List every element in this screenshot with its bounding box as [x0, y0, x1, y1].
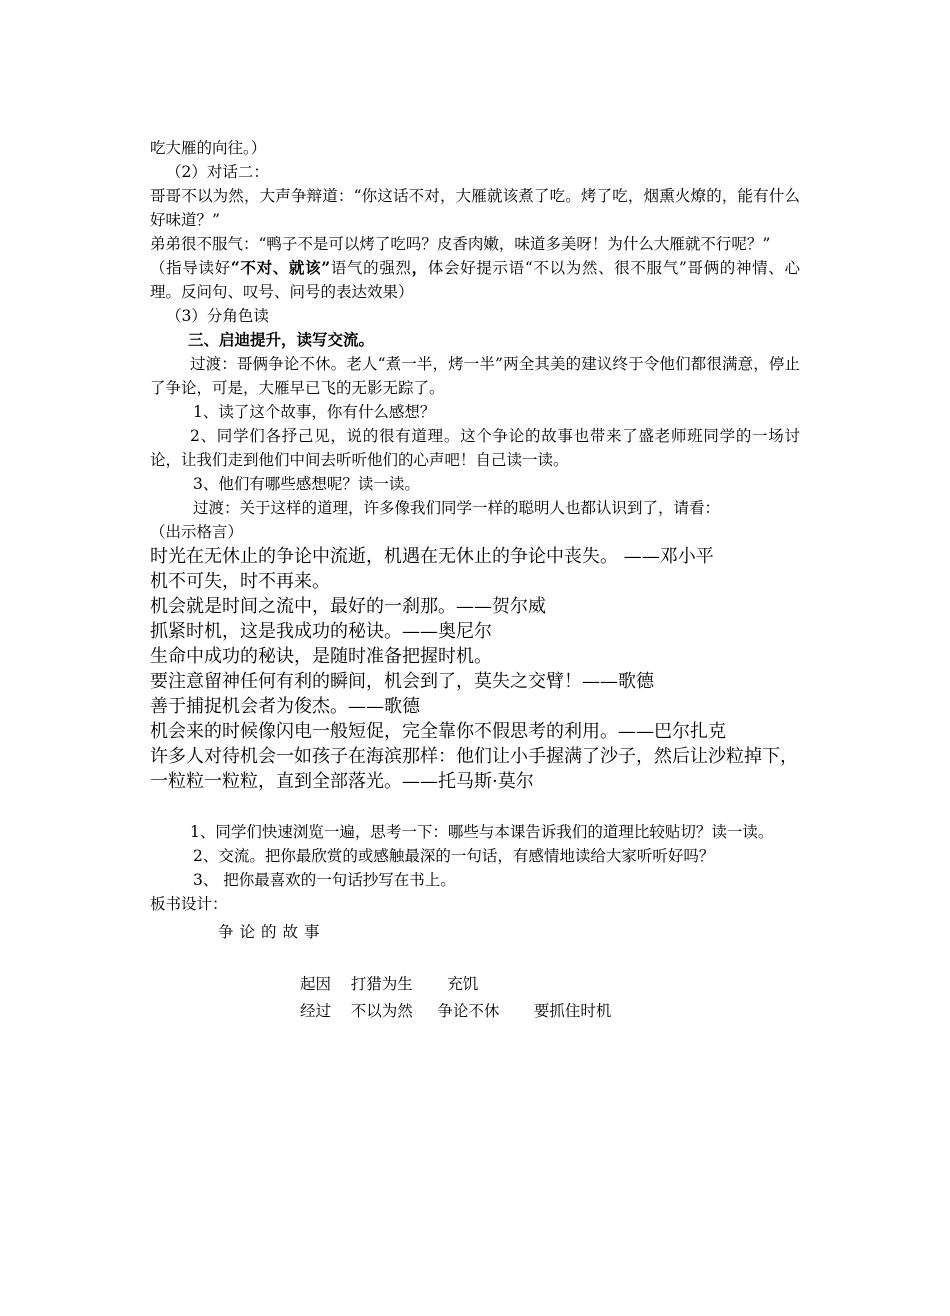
spacer: [150, 794, 800, 820]
transition-2: 过渡：关于这样的道理，许多像我们同学一样的聪明人也都认识到了，请看：: [193, 499, 721, 517]
quote-item: 机会来的时候像闪电一般短促，完全靠你不假思考的利用。——巴尔扎克: [150, 721, 726, 742]
guide-middle: 语气的强烈: [330, 259, 412, 277]
quote-item: 抓紧时机，这是我成功的秘诀。——奥尼尔: [150, 621, 492, 642]
role-reading: （3）分角色读: [166, 307, 269, 325]
board-row-process: 经过 不以为然 争论不休 要抓住时机: [300, 1002, 612, 1020]
paragraph-tail: 吃大雁的向往。）: [150, 139, 267, 157]
board-design-label: 板书设计：: [150, 895, 228, 913]
board-title: 争论的故事: [218, 923, 326, 941]
question-3: 3、他们有哪些感想呢？读一读。: [193, 475, 420, 493]
document-page: [150, 136, 800, 1025]
show-quotes-label: （出示格言）: [150, 523, 244, 541]
dialog-2-brother: 哥哥不以为然，大声争辩道：“你这话不对，大雁就该煮了吃。烤了吃，烟熏火燎的，能有什么好味道？”: [150, 187, 800, 229]
guide-suffix: 体会好提示语“不以为然、很不服气”哥俩的神情、心理。反问句、叹号、问号的表达效果）: [150, 259, 800, 301]
reading-guide: [150, 256, 800, 304]
guide-prefix: （指导读好: [150, 259, 231, 277]
quote-item: 要注意留神任何有利的瞬间，机会到了，莫失之交臂！——歌德: [150, 671, 654, 692]
spacer: [150, 944, 800, 971]
quotes-list: [150, 544, 800, 794]
task-3: 3、 把你最喜欢的一句话抄写在书上。: [193, 871, 456, 889]
question-1: 1、读了这个故事，你有什么感想？: [193, 403, 436, 421]
question-2: 2、同学们各抒己见，说的很有道理。这个争论的故事也带来了盛老师班同学的一场讨论，让我们走到他们中间去听听他们的心声吧！自己读一读。: [150, 427, 800, 469]
quote-item: 机不可失，时不再来。: [150, 571, 330, 592]
dialog-2-heading: （2）对话二：: [166, 163, 269, 181]
quote-item: 机会就是时间之流中，最好的一刹那。——贺尔威: [150, 596, 546, 617]
task-2: 2、交流。把你最欣赏的或感触最深的一句话，有感情地读给大家听听好吗？: [193, 847, 715, 865]
task-1: 1、同学们快速浏览一遍，思考一下：哪些与本课告诉我们的道理比较贴切？读一读。: [190, 823, 774, 841]
quote-item: 许多人对待机会一如孩子在海滨那样：他们让小手握满了沙子，然后让沙粒掉下，一粒粒一粒粒，直到全部落光。——托马斯·莫尔: [150, 746, 798, 792]
section-3-heading: 三、启迪提升，读写交流。: [188, 330, 375, 349]
board-row-cause: 起因 打猎为生 充饥: [300, 975, 479, 993]
transition-1: 过渡：哥俩争论不休。老人“煮一半，烤一半”两全其美的建议终于令他们都很满意，停止了争论，可是，大雁早已飞的无影无踪了。: [150, 355, 800, 397]
quote-item: 生命中成功的秘诀，是随时准备把握时机。: [150, 646, 492, 667]
quote-item: 善于捕捉机会者为俊杰。——歌德: [150, 696, 420, 717]
dialog-2-younger-brother: 弟弟很不服气：“鸭子不是可以烤了吃吗？皮香肉嫩，味道多美呀！为什么大雁就不行呢？”: [150, 235, 771, 253]
guide-emphasis: “不对、就该”: [230, 258, 331, 277]
quote-item: 时光在无休止的争论中流逝，机遇在无休止的争论中丧失。 ——邓小平: [150, 546, 714, 567]
guide-comma: ，: [411, 258, 428, 277]
